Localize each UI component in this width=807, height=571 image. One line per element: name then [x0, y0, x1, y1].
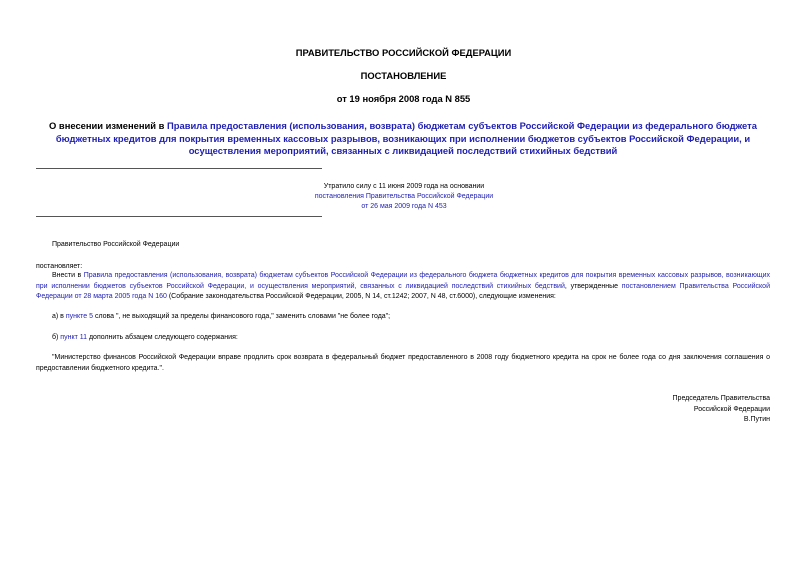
- item-b-suffix: дополнить абзацем следующего содержания:: [87, 334, 238, 341]
- main-prefix: Внести в: [52, 272, 84, 279]
- item-a-suffix: слова ", не выходящий за пределы финансового года," заменить словами "не более года";: [93, 313, 391, 320]
- item-a: [52, 312, 390, 323]
- main-decree-link[interactable]: постановлением Правительства Российской Федерации от 28 марта 2005 года N 160: [36, 282, 770, 300]
- signature-block: [673, 394, 770, 426]
- main-suffix: (Собрание законодательства Российской Федерации, 2005, N 14, ст.1242; 2007, N 48, ст.6000), следующие изменения:: [166, 293, 556, 300]
- government-line: Правительство Российской Федерации: [52, 241, 180, 248]
- item-a-prefix: а) в: [52, 313, 66, 320]
- government-title: ПРАВИТЕЛЬСТВО РОССИЙСКОЙ ФЕДЕРАЦИИ: [295, 47, 512, 58]
- item-b: [52, 333, 238, 344]
- item-b-prefix: б): [52, 334, 61, 341]
- subject-prefix: О внесении изменений в: [49, 120, 168, 131]
- document-subject: [36, 120, 770, 158]
- main-mid: , утвержденные: [564, 282, 622, 290]
- repeal-decree-link[interactable]: постановления Правительства Российской Федерации: [314, 193, 494, 200]
- decrees-line: постановляет:: [36, 263, 83, 270]
- divider-bottom: [36, 216, 322, 217]
- item-b-link[interactable]: пункт 11: [60, 334, 88, 341]
- repeal-decree-date-link[interactable]: от 26 мая 2009 года N 453: [361, 203, 447, 210]
- signature-name: В.Путин: [743, 416, 770, 423]
- subject-rules-link[interactable]: Правила предоставления (использования, возврата) бюджетам субъектов Российской Федерации из федерального бюджета бюджетных кредитов для покрытия временных кассовых разрывов, возникающих при исполнении бюджетов субъектов Российской Федерации, и осуществления мероприятий, связанных с ликвидацией последствий стихийных бедствий: [55, 120, 757, 157]
- signature-organization: Российской Федерации: [693, 405, 770, 413]
- document-date-number: от 19 ноября 2008 года N 855: [336, 93, 471, 104]
- main-rules-link[interactable]: Правила предоставления (использования, возврата) бюджетам субъектов Российской Федерации из федерального бюджета бюджетных кредитов для покрытия временных кассовых разрывов, возникающих при исполнении бюджетов субъектов Российской Федерации, и осуществления мероприятий, связанных с ликвидацией последствий стихийных бедствий: [36, 272, 770, 290]
- main-paragraph: [36, 271, 770, 303]
- divider-top: [36, 168, 322, 169]
- signature-position: Председатель Правительства: [672, 395, 770, 402]
- item-a-link[interactable]: пункте 5: [65, 313, 93, 320]
- quoted-paragraph: "Министерство финансов Российской Федерации вправе продлить срок возврата в федеральный бюджет предоставленного в 2008 году бюджетного кредита на срок не более года со дня заключения соглашения о предоставлении бюджетного кредита.".: [36, 354, 770, 372]
- repeal-line-1: Утратило силу с 11 июня 2009 года на основании: [323, 183, 485, 190]
- repeal-note: [254, 182, 554, 212]
- document-type: ПОСТАНОВЛЕНИЕ: [360, 70, 447, 81]
